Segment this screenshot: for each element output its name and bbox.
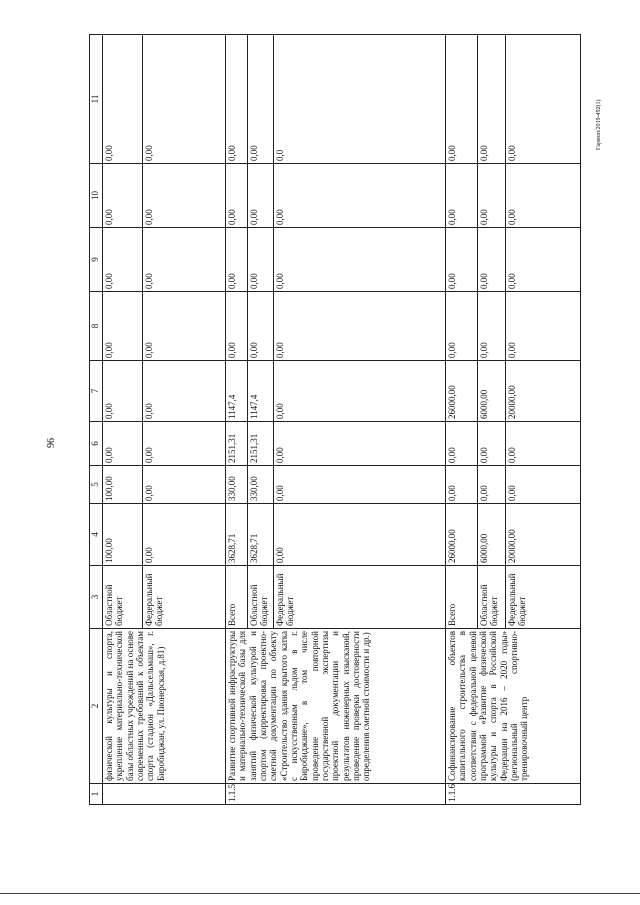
value-cell: 0,00 — [506, 466, 581, 504]
value-cell: 0,00 — [478, 35, 506, 164]
funding-source: Областной бюджет — [103, 566, 143, 629]
value-cell: 0,00 — [226, 164, 248, 228]
document-code: Гармоп/2019-492(1) — [596, 99, 602, 150]
value-cell: 1147,4 — [248, 361, 274, 422]
funding-source: Областной бюджет — [478, 566, 506, 629]
item-name: физической культуры и спорта, укрепление материально-технической базы областных учреждений на основе современных требований к объектам спорта (стадион «Дальсельмаш», г. Биробиджан, ул. Пионерская, д.81) — [103, 629, 226, 784]
value-cell: 100,00 — [103, 466, 143, 504]
value-cell: 2151,31 — [248, 422, 274, 466]
col-header: 2 — [90, 629, 103, 784]
value-cell: 0,00 — [143, 228, 226, 292]
value-cell: 0,00 — [143, 292, 226, 361]
value-cell: 0,00 — [143, 361, 226, 422]
col-header: 4 — [90, 504, 103, 566]
col-header: 7 — [90, 361, 103, 422]
value-cell: 20000,00 — [506, 361, 581, 422]
col-header: 11 — [90, 35, 103, 164]
item-number: 1.1.5 — [226, 784, 446, 805]
funding-source: Областной бюджет — [248, 566, 274, 629]
value-cell: 0,00 — [506, 35, 581, 164]
value-cell: 0,00 — [248, 35, 274, 164]
value-cell: 26000,00 — [446, 361, 478, 422]
value-cell: 0,00 — [274, 292, 446, 361]
value-cell: 0,00 — [274, 361, 446, 422]
value-cell: 6000,00 — [478, 504, 506, 566]
value-cell: 0,00 — [226, 292, 248, 361]
col-header: 3 — [90, 566, 103, 629]
value-cell: 2151,31 — [226, 422, 248, 466]
item-name: Софинансирование объектов капитального строительства в соответствии с федеральной целевой программой «Развитие физической культуры и спорта в Российской Федерации на 2016 – 2020 годы» (региональный спортивно-тренировочный центр — [446, 629, 581, 784]
col-header: 8 — [90, 292, 103, 361]
value-cell: 0,00 — [446, 228, 478, 292]
value-cell: 0,00 — [248, 292, 274, 361]
value-cell: 0,00 — [478, 228, 506, 292]
value-cell: 0,00 — [103, 422, 143, 466]
value-cell: 0,00 — [103, 292, 143, 361]
value-cell: 0,00 — [143, 35, 226, 164]
value-cell: 0,00 — [478, 164, 506, 228]
funding-source: Федеральный бюджет — [143, 566, 226, 629]
value-cell: 330,00 — [226, 466, 248, 504]
value-cell: 0,00 — [478, 466, 506, 504]
value-cell: 20000,00 — [506, 504, 581, 566]
funding-source: Всего — [226, 566, 248, 629]
funding-source: Всего — [446, 566, 478, 629]
item-number — [103, 784, 226, 805]
value-cell: 0,00 — [103, 35, 143, 164]
value-cell: 0,00 — [478, 422, 506, 466]
value-cell: 0,00 — [143, 422, 226, 466]
col-header: 5 — [90, 466, 103, 504]
budget-table — [89, 34, 581, 805]
value-cell: 0,00 — [478, 292, 506, 361]
value-cell: 0,00 — [143, 504, 226, 566]
value-cell: 0,00 — [274, 164, 446, 228]
col-header: 1 — [90, 784, 103, 805]
value-cell: 0,00 — [274, 504, 446, 566]
table-row — [103, 35, 143, 805]
value-cell: 0,00 — [274, 422, 446, 466]
col-header: 9 — [90, 228, 103, 292]
value-cell: 0,00 — [103, 164, 143, 228]
page-number: 96 — [46, 438, 57, 448]
value-cell: 0,00 — [226, 35, 248, 164]
value-cell: 0,00 — [446, 466, 478, 504]
value-cell: 0,00 — [143, 164, 226, 228]
column-number-row — [90, 35, 103, 805]
item-number: 1.1.6 — [446, 784, 581, 805]
value-cell: 26000,00 — [446, 504, 478, 566]
value-cell: 0,00 — [274, 228, 446, 292]
value-cell: 0,00 — [248, 164, 274, 228]
col-header: 6 — [90, 422, 103, 466]
table-row — [226, 35, 248, 805]
value-cell: 0,00 — [446, 35, 478, 164]
value-cell: 0,00 — [143, 466, 226, 504]
value-cell: 3628,71 — [226, 504, 248, 566]
value-cell: 0,00 — [506, 164, 581, 228]
value-cell: 0,00 — [248, 228, 274, 292]
funding-source: Федеральный бюджет — [274, 566, 446, 629]
value-cell: 1147,4 — [226, 361, 248, 422]
item-name: Развитие спортивной инфраструктуры и материально-технической базы для занятий физической культурой и спортом (корректировка проектно-сметной документации по объекту «Строительство здания крытого катка с искусственным льдом в г. Биробиджане», в том числе проведение повторной государственной экспертизы проектной документации и результатов инженерных изысканий, проведение проверки достоверности определения сметной стоимости и др.) — [226, 629, 446, 784]
bottom-rule — [0, 893, 640, 894]
value-cell: 3628,71 — [248, 504, 274, 566]
value-cell: 6000,00 — [478, 361, 506, 422]
col-header: 10 — [90, 164, 103, 228]
funding-source: Федеральный бюджет — [506, 566, 581, 629]
value-cell: 330,00 — [248, 466, 274, 504]
value-cell: 0,00 — [506, 422, 581, 466]
value-cell: 0,00 — [446, 164, 478, 228]
value-cell: 0,00 — [506, 292, 581, 361]
rotated-page-content — [89, 35, 579, 805]
value-cell: 0,00 — [506, 228, 581, 292]
table-row — [446, 35, 478, 805]
value-cell: 0,00 — [226, 228, 248, 292]
value-cell: 0,00 — [446, 422, 478, 466]
value-cell: 0,00 — [274, 466, 446, 504]
value-cell: 0,0 — [274, 35, 446, 164]
value-cell: 100,00 — [103, 504, 143, 566]
value-cell: 0,00 — [103, 228, 143, 292]
value-cell: 0,00 — [446, 292, 478, 361]
value-cell: 0,00 — [103, 361, 143, 422]
